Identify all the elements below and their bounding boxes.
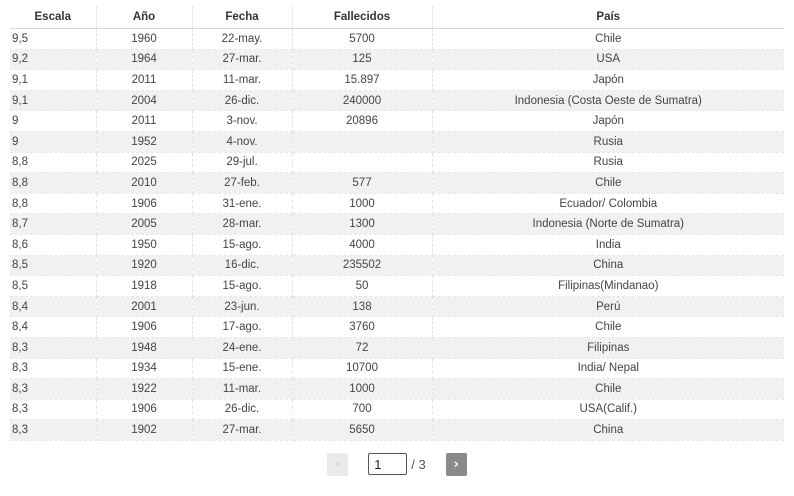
table-row (10, 90, 784, 111)
table-row (10, 152, 784, 173)
cell-pais: Chile (432, 173, 784, 194)
cell-pais: Ecuador/ Colombia (432, 193, 784, 214)
cell-escala: 8,6 (10, 234, 96, 255)
cell-fecha: 28-mar. (192, 214, 292, 235)
table-row (10, 234, 784, 255)
earthquake-table (10, 6, 784, 441)
next-page-button[interactable]: › (446, 453, 467, 476)
cell-fallecidos: 240000 (292, 90, 432, 111)
cell-anio: 1920 (96, 255, 192, 276)
cell-pais: Indonesia (Costa Oeste de Sumatra) (432, 90, 784, 111)
cell-escala: 8,3 (10, 379, 96, 400)
cell-fallecidos: 10700 (292, 358, 432, 379)
table-row (10, 214, 784, 235)
column-header-fallecidos[interactable]: Fallecidos (292, 6, 432, 29)
cell-anio: 1950 (96, 234, 192, 255)
cell-pais: Perú (432, 296, 784, 317)
cell-fallecidos: 1000 (292, 193, 432, 214)
table-row (10, 29, 784, 50)
cell-fallecidos: 72 (292, 337, 432, 358)
cell-fecha: 15-ago. (192, 234, 292, 255)
table-row (10, 111, 784, 132)
cell-fecha: 16-dic. (192, 255, 292, 276)
cell-escala: 8,5 (10, 276, 96, 297)
cell-fecha: 22-may. (192, 29, 292, 50)
cell-fallecidos: 20896 (292, 111, 432, 132)
cell-fecha: 24-ene. (192, 337, 292, 358)
cell-anio: 1934 (96, 358, 192, 379)
cell-fecha: 26-dic. (192, 399, 292, 420)
cell-anio: 1906 (96, 317, 192, 338)
cell-fecha: 26-dic. (192, 90, 292, 111)
table-body (10, 29, 784, 441)
cell-anio: 1902 (96, 420, 192, 441)
cell-fallecidos: 3760 (292, 317, 432, 338)
cell-fallecidos (292, 152, 432, 173)
cell-fallecidos (292, 131, 432, 152)
cell-pais: Rusia (432, 131, 784, 152)
cell-fallecidos: 577 (292, 173, 432, 194)
cell-fecha: 15-ene. (192, 358, 292, 379)
cell-fecha: 27-mar. (192, 49, 292, 70)
table-row (10, 296, 784, 317)
cell-fallecidos: 235502 (292, 255, 432, 276)
cell-anio: 2025 (96, 152, 192, 173)
cell-pais: Filipinas (432, 337, 784, 358)
table-row (10, 193, 784, 214)
cell-escala: 8,3 (10, 420, 96, 441)
cell-fallecidos: 1000 (292, 379, 432, 400)
cell-anio: 2010 (96, 173, 192, 194)
cell-escala: 8,5 (10, 255, 96, 276)
table-row (10, 358, 784, 379)
cell-fecha: 11-mar. (192, 70, 292, 91)
cell-fecha: 29-jul. (192, 152, 292, 173)
cell-anio: 1948 (96, 337, 192, 358)
cell-pais: Chile (432, 379, 784, 400)
cell-fallecidos: 5650 (292, 420, 432, 441)
cell-anio: 2005 (96, 214, 192, 235)
page-number-input[interactable] (368, 453, 407, 475)
cell-escala: 8,8 (10, 173, 96, 194)
cell-anio: 2011 (96, 70, 192, 91)
column-header-fecha[interactable]: Fecha (192, 6, 292, 29)
cell-fecha: 27-mar. (192, 420, 292, 441)
cell-fallecidos: 138 (292, 296, 432, 317)
cell-fecha: 4-nov. (192, 131, 292, 152)
cell-fallecidos: 4000 (292, 234, 432, 255)
cell-pais: USA(Calif.) (432, 399, 784, 420)
table-row (10, 399, 784, 420)
cell-fecha: 27-feb. (192, 173, 292, 194)
cell-anio: 1952 (96, 131, 192, 152)
cell-pais: Chile (432, 29, 784, 50)
table-row (10, 70, 784, 91)
cell-escala: 9 (10, 111, 96, 132)
cell-escala: 8,4 (10, 296, 96, 317)
cell-pais: Filipinas(Mindanao) (432, 276, 784, 297)
table-row (10, 49, 784, 70)
page-total-label: / 3 (411, 456, 426, 472)
cell-anio: 1960 (96, 29, 192, 50)
cell-fecha: 15-ago. (192, 276, 292, 297)
table-row (10, 420, 784, 441)
cell-pais: Indonesia (Norte de Sumatra) (432, 214, 784, 235)
cell-fecha: 3-nov. (192, 111, 292, 132)
earthquake-table-container (10, 6, 784, 441)
cell-fecha: 23-jun. (192, 296, 292, 317)
cell-fecha: 11-mar. (192, 379, 292, 400)
cell-pais: Japón (432, 70, 784, 91)
cell-anio: 2004 (96, 90, 192, 111)
cell-fallecidos: 5700 (292, 29, 432, 50)
table-header-row (10, 6, 784, 29)
cell-pais: China (432, 255, 784, 276)
cell-pais: Japón (432, 111, 784, 132)
cell-fecha: 17-ago. (192, 317, 292, 338)
cell-escala: 9 (10, 131, 96, 152)
cell-escala: 8,4 (10, 317, 96, 338)
cell-escala: 9,5 (10, 29, 96, 50)
cell-pais: USA (432, 49, 784, 70)
column-header-pais[interactable]: País (432, 6, 784, 29)
cell-pais: Chile (432, 317, 784, 338)
cell-anio: 1922 (96, 379, 192, 400)
cell-escala: 9,2 (10, 49, 96, 70)
cell-fallecidos: 1300 (292, 214, 432, 235)
table-row (10, 379, 784, 400)
cell-fallecidos: 125 (292, 49, 432, 70)
cell-fallecidos: 50 (292, 276, 432, 297)
cell-anio: 1906 (96, 193, 192, 214)
cell-anio: 2001 (96, 296, 192, 317)
column-header-anio[interactable]: Año (96, 6, 192, 29)
table-row (10, 255, 784, 276)
pagination (0, 452, 794, 476)
cell-escala: 8,8 (10, 152, 96, 173)
table-row (10, 173, 784, 194)
cell-anio: 1918 (96, 276, 192, 297)
cell-escala: 9,1 (10, 90, 96, 111)
cell-pais: Rusia (432, 152, 784, 173)
cell-anio: 1906 (96, 399, 192, 420)
table-row (10, 131, 784, 152)
table-row (10, 276, 784, 297)
cell-anio: 2011 (96, 111, 192, 132)
cell-escala: 8,3 (10, 399, 96, 420)
table-row (10, 317, 784, 338)
column-header-escala[interactable]: Escala (10, 6, 96, 29)
cell-escala: 8,7 (10, 214, 96, 235)
cell-pais: India/ Nepal (432, 358, 784, 379)
cell-fallecidos: 700 (292, 399, 432, 420)
previous-page-button[interactable]: ‹ (327, 453, 348, 476)
cell-escala: 8,3 (10, 337, 96, 358)
cell-escala: 9,1 (10, 70, 96, 91)
cell-escala: 8,8 (10, 193, 96, 214)
cell-fecha: 31-ene. (192, 193, 292, 214)
table-row (10, 337, 784, 358)
cell-pais: India (432, 234, 784, 255)
cell-fallecidos: 15.897 (292, 70, 432, 91)
cell-pais: China (432, 420, 784, 441)
cell-anio: 1964 (96, 49, 192, 70)
cell-escala: 8,3 (10, 358, 96, 379)
